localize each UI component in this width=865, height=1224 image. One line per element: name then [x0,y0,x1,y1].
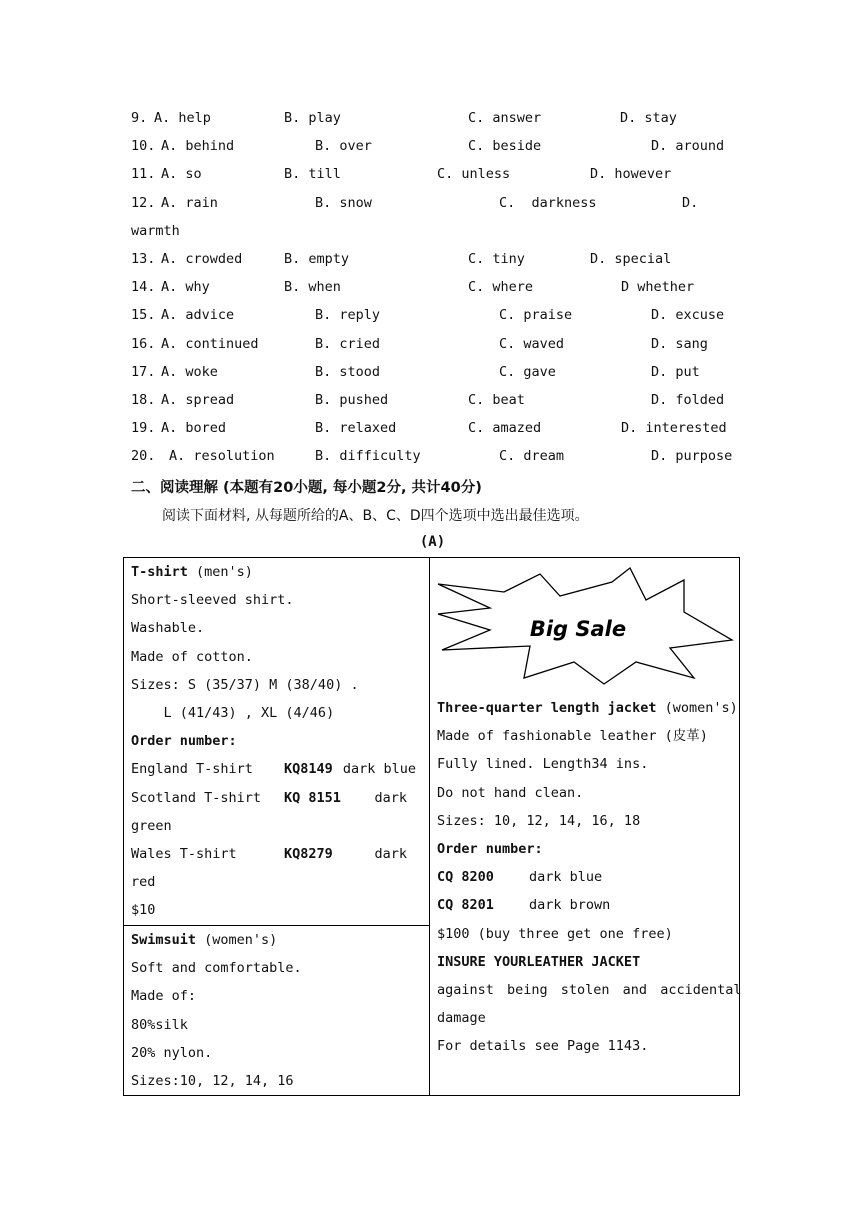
option-a: A. advice [161,307,235,324]
option-d-wrap: warmth [131,222,180,239]
order-color: dark blue [529,869,603,886]
tshirt-line: L (41/43) , XL (4/46) [131,704,335,721]
jacket-line: Do not hand clean. [437,784,584,801]
order-code: KQ8279 [284,845,333,862]
tshirt-price: $10 [131,902,156,919]
option-b: B. snow [315,194,372,211]
question-number: 10. [131,138,156,155]
swimsuit-line: Soft and comfortable. [131,960,302,977]
swimsuit-cell [131,926,416,1095]
tshirt-line: Washable. [131,620,205,637]
option-a: A. spread [161,392,235,408]
swimsuit-heading [131,926,416,954]
option-c: C. darkness [499,194,597,211]
option-c: C. beat [468,392,525,408]
order-name: Scotland T-shirt [131,789,262,806]
option-d: D. interested [621,420,727,437]
swimsuit-line: 80%silk [131,1016,188,1033]
option-a: A. continued [161,335,259,352]
question-number: 16. [131,335,156,352]
jacket-title: Three-quarter length jacket [437,700,657,716]
jacket-heading [437,694,738,722]
order-row-england [131,755,416,783]
option-d: D. sang [651,335,708,352]
option-d: D. folded [651,392,725,408]
order-color-wrap: green [131,817,172,834]
jacket-title-note: (women's) [656,700,738,716]
order-name: England T-shirt [131,761,253,778]
jacket-order-row [437,863,733,891]
tshirt-order-label: Order number: [131,733,237,750]
jacket-cell [437,694,742,1060]
swimsuit-line: Sizes:10, 12, 14, 16 [131,1072,294,1089]
option-b: B. over [315,138,372,155]
jacket-line: Fully lined. Length34 ins. [437,756,649,773]
option-d: D. excuse [651,307,725,324]
option-d: D. put [651,363,700,380]
tshirt-line: Made of cotton. [131,648,253,665]
tshirt-heading [131,558,416,586]
order-code: KQ 8151 [284,789,341,806]
question-number: 11. [131,166,156,183]
option-b: B. relaxed [315,420,397,437]
option-d: D. stay [620,110,677,126]
option-c: C. dream [499,448,565,465]
option-d: D. however [590,166,672,183]
option-b: B. reply [315,307,381,324]
tshirt-line: Short-sleeved shirt. [131,592,294,609]
jacket-order-row [437,891,733,919]
question-number: 12. [131,194,156,211]
option-a: A. behind [161,138,235,155]
order-color: dark [374,845,407,862]
option-d: D. special [590,251,672,267]
option-c: C. answer [468,110,542,126]
option-a: A. bored [161,420,227,437]
option-c: C. where [468,279,534,296]
option-a: A. rain [161,194,218,211]
option-a: A. resolution [169,448,275,465]
option-b: B. cried [315,335,381,352]
question-number: 14. [131,279,156,296]
big-sale-text: Big Sale [529,617,627,641]
insure-line: damage [437,1010,486,1027]
question-number: 17. [131,363,156,380]
option-d: D. purpose [651,448,733,465]
order-name: Wales T-shirt [131,845,237,862]
option-a: A. help [154,110,211,126]
question-number: 15. [131,307,156,324]
option-a: A. woke [161,363,218,380]
question-number: 18. [131,392,156,408]
option-d: D. around [651,138,725,155]
order-color: dark brown [529,897,611,914]
jacket-price: $100 (buy three get one free) [437,925,673,942]
option-c: C. beside [468,138,542,155]
option-a: A. so [161,166,202,183]
jacket-line: Sizes: 10, 12, 14, 16, 18 [437,812,641,829]
order-code: CQ 8200 [437,869,494,886]
swimsuit-line: 20% nylon. [131,1044,213,1061]
option-b: B. play [284,110,341,126]
order-code: KQ8149 [284,761,333,778]
option-c: C. waved [499,335,565,352]
option-d: D. [682,194,699,211]
section-instruction: 阅读下面材料, 从每题所给的A、B、C、D四个选项中选出最佳选项。 [162,508,589,524]
option-c: C. amazed [468,420,542,437]
order-row-wales [131,840,416,868]
order-code: CQ 8201 [437,897,494,914]
tshirt-title-note: (men's) [187,564,253,580]
big-sale-burst [432,566,736,688]
option-b: B. pushed [315,392,389,408]
order-color-wrap: red [131,874,156,891]
option-b: B. difficulty [315,448,421,465]
swimsuit-line: Made of: [131,988,197,1005]
option-b: B. when [284,279,341,296]
tshirt-cell [131,558,416,924]
question-number: 20. [131,448,156,465]
question-number: 19. [131,420,156,437]
option-d: D whether [621,279,695,296]
tshirt-line: Sizes: S (35/37) M (38/40) . [131,676,359,693]
jacket-details: For details see Page 1143. [437,1038,649,1055]
table-column-divider [429,557,430,1096]
option-a: A. why [161,279,210,296]
insure-title: INSURE YOURLEATHER JACKET [437,953,641,970]
swimsuit-title-note: (women's) [196,932,278,948]
option-b: B. stood [315,363,381,380]
insure-line: against being stolen and accidental [437,981,742,998]
order-color: dark [374,789,407,806]
section-title: 二、阅读理解 (本题有20小题, 每小题2分, 共计40分) [131,480,482,496]
order-color: dark blue [342,761,416,778]
tshirt-title: T-shirt [131,564,188,580]
option-a: A. crowded [161,251,243,267]
option-c: C. praise [499,307,573,324]
option-c: C. gave [499,363,556,380]
question-number: 13. [131,251,156,267]
option-c: C. unless [437,166,511,183]
jacket-order-label: Order number: [437,840,543,857]
swimsuit-title: Swimsuit [131,932,197,948]
passage-label: (A) [419,534,446,550]
option-b: B. empty [284,251,350,267]
order-row-scotland [131,784,416,812]
option-c: C. tiny [468,251,525,267]
option-b: B. till [284,166,341,183]
jacket-line: Made of fashionable leather (皮革) [437,728,708,745]
question-number: 9. [131,110,148,126]
